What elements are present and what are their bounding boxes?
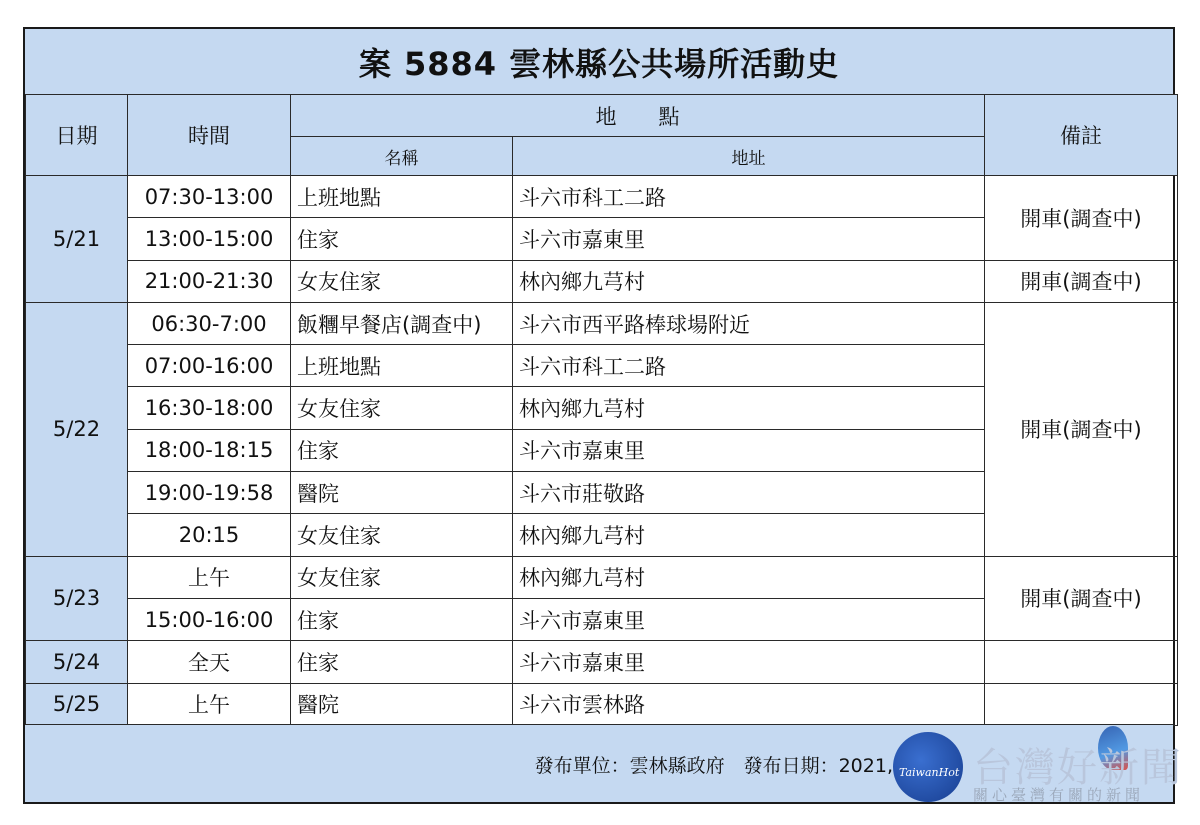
name-cell: 女友住家 xyxy=(291,556,513,598)
date-cell: 5/22 xyxy=(26,302,128,556)
table-row xyxy=(26,260,1178,302)
table-row xyxy=(26,556,1178,598)
name-cell: 女友住家 xyxy=(291,387,513,429)
schedule-document xyxy=(23,27,1175,804)
header-date: 日期 xyxy=(26,95,128,176)
note-cell: 開車(調查中) xyxy=(985,176,1178,261)
date-cell: 5/23 xyxy=(26,556,128,641)
address-cell: 林內鄉九芎村 xyxy=(513,556,985,598)
table-row xyxy=(26,176,1178,218)
watermark-logo xyxy=(893,722,1193,822)
time-cell: 上午 xyxy=(128,683,291,725)
address-cell: 林內鄉九芎村 xyxy=(513,387,985,429)
name-cell: 醫院 xyxy=(291,472,513,514)
name-cell: 女友住家 xyxy=(291,260,513,302)
time-cell: 全天 xyxy=(128,641,291,683)
publish-info: 發布單位：雲林縣政府 發布日期：2021, xyxy=(534,755,893,777)
time-cell: 06:30-7:00 xyxy=(128,302,291,344)
note-cell xyxy=(985,683,1178,725)
time-cell: 19:00-19:58 xyxy=(128,472,291,514)
address-cell: 斗六市雲林路 xyxy=(513,683,985,725)
name-cell: 女友住家 xyxy=(291,514,513,556)
time-cell: 16:30-18:00 xyxy=(128,387,291,429)
note-cell: 開車(調查中) xyxy=(985,556,1178,641)
name-cell: 住家 xyxy=(291,218,513,260)
header-time: 時間 xyxy=(128,95,291,176)
time-cell: 07:00-16:00 xyxy=(128,345,291,387)
address-cell: 斗六市嘉東里 xyxy=(513,598,985,640)
logo-circle-text: TaiwanHot xyxy=(899,766,960,779)
table-row xyxy=(26,302,1178,344)
note-cell xyxy=(985,641,1178,683)
header-note: 備註 xyxy=(985,95,1178,176)
address-cell: 林內鄉九芎村 xyxy=(513,514,985,556)
address-cell: 斗六市嘉東里 xyxy=(513,218,985,260)
address-cell: 斗六市科工二路 xyxy=(513,345,985,387)
note-cell: 開車(調查中) xyxy=(985,302,1178,556)
name-cell: 住家 xyxy=(291,641,513,683)
time-cell: 21:00-21:30 xyxy=(128,260,291,302)
name-cell: 住家 xyxy=(291,429,513,471)
time-cell: 13:00-15:00 xyxy=(128,218,291,260)
address-cell: 斗六市科工二路 xyxy=(513,176,985,218)
name-cell: 上班地點 xyxy=(291,345,513,387)
table-row xyxy=(26,683,1178,725)
time-cell: 18:00-18:15 xyxy=(128,429,291,471)
address-cell: 斗六市嘉東里 xyxy=(513,641,985,683)
note-cell: 開車(調查中) xyxy=(985,260,1178,302)
brand-tagline: 關心臺灣有關的新聞 xyxy=(973,786,1145,804)
name-cell: 住家 xyxy=(291,598,513,640)
time-cell: 07:30-13:00 xyxy=(128,176,291,218)
header-address: 地址 xyxy=(513,137,985,176)
date-cell: 5/25 xyxy=(26,683,128,725)
date-cell: 5/24 xyxy=(26,641,128,683)
name-cell: 上班地點 xyxy=(291,176,513,218)
address-cell: 斗六市嘉東里 xyxy=(513,429,985,471)
address-cell: 斗六市莊敬路 xyxy=(513,472,985,514)
time-cell: 上午 xyxy=(128,556,291,598)
header-name: 名稱 xyxy=(291,137,513,176)
name-cell: 飯糰早餐店(調查中) xyxy=(291,302,513,344)
header-location: 地 點 xyxy=(291,95,985,137)
activity-table xyxy=(25,94,1178,726)
date-cell: 5/21 xyxy=(26,176,128,303)
name-cell: 醫院 xyxy=(291,683,513,725)
brand-name: 台灣好新聞 xyxy=(973,745,1183,791)
table-row xyxy=(26,641,1178,683)
document-title: 案 5884 雲林縣公共場所活動史 xyxy=(25,29,1173,96)
time-cell: 15:00-16:00 xyxy=(128,598,291,640)
time-cell: 20:15 xyxy=(128,514,291,556)
address-cell: 林內鄉九芎村 xyxy=(513,260,985,302)
address-cell: 斗六市西平路棒球場附近 xyxy=(513,302,985,344)
